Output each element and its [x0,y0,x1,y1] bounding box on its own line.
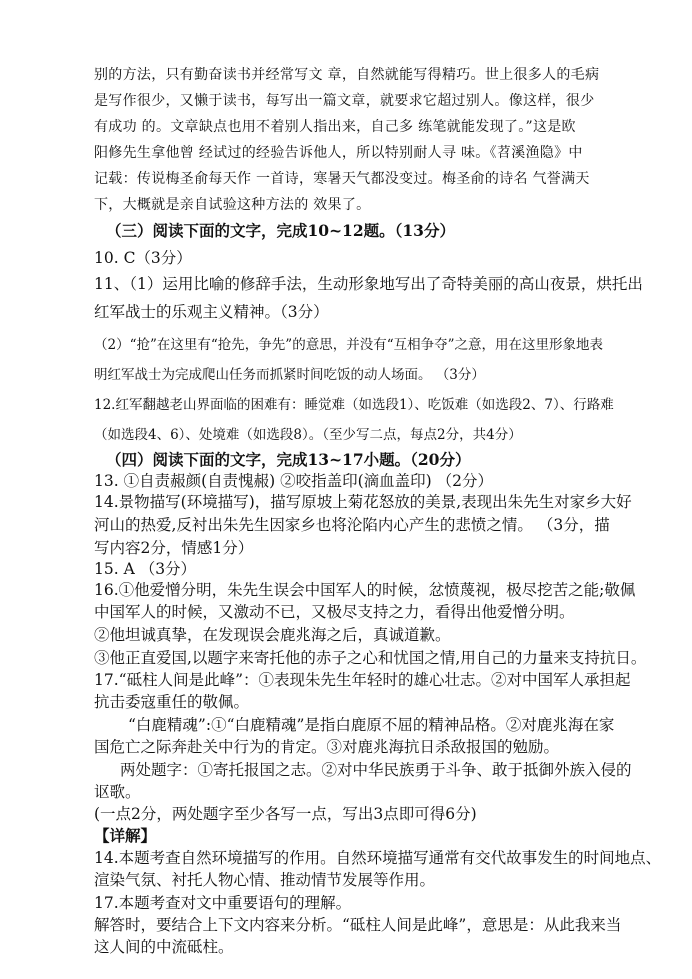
answer-line: (一点2分，两处题字至少各写一点，写出3点即可得6分) [94,805,477,823]
answer-line: 抗击委寇重任的敬佩。 [94,693,250,711]
answer-line: 河山的热爱,反衬出朱先生因家乡也将沦陷内心产生的悲愤之情。 （3分，描 [94,516,610,534]
answer-line: 10. C（3分） [94,249,192,267]
text-line: 是写作很少，又懒于读书，每写出一篇文章，就要求它超过别人。像这样，很少 [94,93,595,109]
answer-line: 17.“砥柱人间是此峰”：①表现朱先生年轻时的雄心壮志。②对中国军人承担起 [94,671,631,689]
answer-line: ②他坦诚真挚，在发现误会鹿兆海之后，真诚道歉。 [94,626,451,644]
explanation-line: 17.本题考查对文中重要语句的理解。 [94,894,352,912]
answer-line: 11、（1）运用比喻的修辞手法，生动形象地写出了奇特美丽的高山夜景，烘托出 [94,275,643,293]
answer-line: 13. ①自责赧颜(自责愧赧) ②咬指盖印(滴血盖印) （2分） [94,472,493,490]
explanation-line: 14.本题考查自然环境描写的作用。自然环境描写通常有交代故事发生的时间地点、 [94,849,662,867]
answer-line: （2）“抢”在这里有“抢先，争先”的意思，并没有“互相争夺”之意，用在这里形象地表 [94,337,603,353]
answer-line: 写内容2分，情感1分） [94,539,254,557]
answer-line: 两处题字：①寄托报国之志。②对中华民族勇于斗争、敢于抵御外族入侵的 [120,761,632,779]
answer-line: 15. A （3分） [94,560,197,578]
answer-line: 16.①他爱憎分明，朱先生误会中国军人的时候，忿愤蔑视，极尽挖苦之能;敬佩 [94,581,636,599]
answer-line: （如选段4、6）、处境难（如选段8）。（至少写二点，每点2分，共4分） [94,427,522,443]
section-heading: 【详解】 [94,826,157,845]
section-heading: （四）阅读下面的文字，完成13~17小题。（20分） [106,450,471,469]
explanation-line: 解答时，要结合上下文内容来分析。“砥柱人间是此峰”，意思是：从此我来当 [94,916,622,934]
explanation-line: 渲染气氛、衬托人物心情、推动情节发展等作用。 [94,871,436,889]
answer-line: 明红军战士为完成爬山任务而抓紧时间吃饭的动人场面。 （3分） [94,367,485,383]
answer-line: 14.景物描写(环境描写)，描写原坡上菊花怒放的美景,表现出朱先生对家乡大好 [94,493,632,511]
section-heading: （三）阅读下面的文字，完成10~12题。（13分） [106,221,455,240]
text-line: 阳修先生拿他曾 经试过的经验告诉他人，所以特别耐人寻 味。《苕溪渔隐》中 [94,145,583,161]
answer-line: 12.红军翻越老山界面临的困难有：睡觉难（如选段1）、吃饭难（如选段2、7）、行路难 [94,397,614,413]
text-line: 有成功 的。文章缺点也用不着别人指出来，自己多 练笔就能发现了。”这是欧 [94,119,576,135]
answer-line: “白鹿精魂”:①“白鹿精魂”是指白鹿原不屈的精神品格。②对鹿兆海在家 [128,716,615,734]
answer-line: 红军战士的乐观主义精神。（3分） [94,303,329,321]
answer-line: 中国军人的时候，又激动不已，又极尽支持之力，看得出他爱憎分明。 [94,603,575,621]
answer-line: 国危亡之际奔赴关中行为的肯定。③对鹿兆海抗日杀敌报国的勉励。 [94,738,560,756]
answer-line: 讴歌。 [94,783,141,801]
text-line: 下，大概就是亲自试验这种方法的 效果了。 [94,197,371,213]
text-line: 别的方法，只有勤奋读书并经常写文 章，自然就能写得精巧。世上很多人的毛病 [94,67,600,83]
explanation-line: 这人间的中流砥柱。 [94,938,234,956]
answer-line: ③他正直爱国,以题字来寄托他的赤子之心和忧国之情,用自己的力量来支持抗日。 [94,649,647,667]
text-line: 记载：传说梅圣俞每天作 一首诗，寒暑天气都没变过。梅圣俞的诗名 气誉满天 [94,171,590,187]
